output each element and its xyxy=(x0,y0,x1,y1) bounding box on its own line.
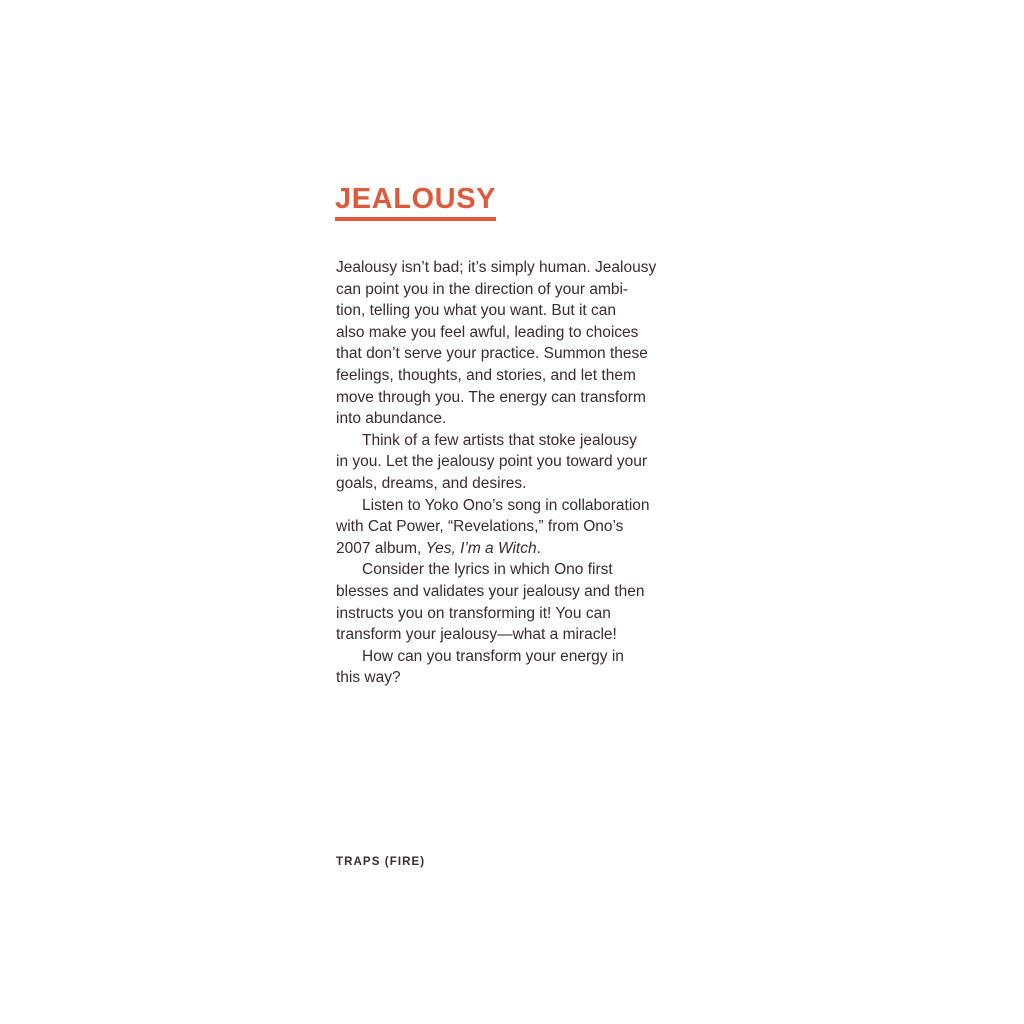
album-line-prefix: 2007 album, xyxy=(336,539,426,557)
paragraph-line: transform your jealousy—what a miracle! xyxy=(336,626,617,644)
paragraph-line: into abundance. xyxy=(336,410,447,428)
paragraph-line: instructs you on transforming it! You can xyxy=(336,604,611,622)
paragraph-line: also make you feel awful, leading to choices xyxy=(336,323,639,341)
album-line-suffix: . xyxy=(536,539,541,557)
album-title: Yes, I’m a Witch xyxy=(425,539,537,557)
paragraph-line: this way? xyxy=(336,669,401,687)
paragraph-line: in you. Let the jealousy point you toward your xyxy=(336,453,648,471)
paragraph-line: goals, dreams, and desires. xyxy=(336,474,527,492)
paragraph-line: Consider the lyrics in which Ono first xyxy=(362,561,613,579)
paragraph-line: feelings, thoughts, and stories, and let them xyxy=(336,366,636,384)
paragraph-line: move through you. The energy can transform xyxy=(336,388,646,406)
paragraph-line: that don’t serve your practice. Summon these xyxy=(336,345,648,363)
paragraph-line: tion, telling you what you want. But it can xyxy=(336,302,617,320)
paragraph-line: Listen to Yoko Ono’s song in collaboration xyxy=(362,496,650,514)
section-heading: JEALOUSY xyxy=(335,182,496,221)
paragraph-line: can point you in the direction of your ambi- xyxy=(336,280,629,298)
paragraph-line: Think of a few artists that stoke jealousy xyxy=(362,431,637,449)
paragraph-line: blesses and validates your jealousy and then xyxy=(336,582,645,600)
body-text xyxy=(336,257,692,689)
paragraph-line: Jealousy isn’t bad; it’s simply human. Jealousy xyxy=(336,259,657,276)
running-footer: TRAPS (FIRE) xyxy=(336,856,426,868)
paragraph-line xyxy=(336,538,692,560)
paragraph-line: with Cat Power, “Revelations,” from Ono’s xyxy=(336,518,624,536)
paragraph-line: How can you transform your energy in xyxy=(362,647,624,665)
